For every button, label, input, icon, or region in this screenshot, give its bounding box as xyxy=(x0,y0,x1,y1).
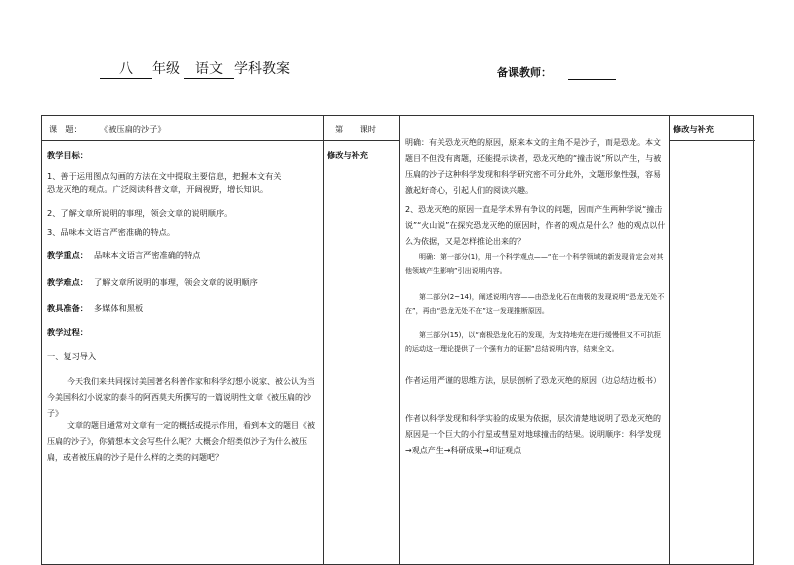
prep-label: 教具准备： xyxy=(47,303,88,313)
col-divider-3 xyxy=(669,116,670,564)
grade-suffix: 年级 xyxy=(152,61,180,77)
row-divider-right xyxy=(669,140,755,141)
goal-1b: 恐龙灭绝的观点。广泛阅读科普文章，开阔视野，增长知识。 xyxy=(47,184,269,194)
goal-2: 2、了解文章所说明的事理，领会文章的说明顺序。 xyxy=(47,208,233,218)
intro-paragraph-1: 今天我们来共同探讨美国著名科普作家和科学幻想小说家、被公认为当今美国科幻小说家的泰斗的阿西莫夫所撰写的一篇说明性文章《被压扁的沙子》 xyxy=(47,377,315,418)
intro-paragraph-2: 文章的题目通常对文章有一定的概括或提示作用，看到本文的题目《被压扁的沙子》，你猜想本文会写些什么呢？大概会介绍类似沙子为什么被压扁，或者被压扁的沙子是什么样的之类的问题吧？ xyxy=(47,421,315,462)
process-label: 教学过程： xyxy=(47,327,88,337)
analysis-paragraph: 作者运用严谨的思维方法，层层剖析了恐龙灭绝的原因（边总结边板书） xyxy=(405,376,661,385)
topic-label: 课 题： xyxy=(49,124,82,134)
goal-3: 3、品味本文语言严密准确的特点。 xyxy=(47,227,176,237)
supplement-label-top: 修改与补充 xyxy=(673,124,714,134)
goal-1a: 1、善于运用图点勾画的方法在文中提取主要信息，把握本文有关 xyxy=(47,171,282,181)
summary-paragraph: 作者以科学发现和科学实验的成果为依据，层次清楚地说明了恐龙灭绝的原因是一个巨大的小行星或彗星对地球撞击的结果。说明顺序：科学发现→观点产生→科研成果→印证观点 xyxy=(405,414,661,455)
teacher-blank xyxy=(568,67,616,80)
difficulty-label: 教学难点： xyxy=(47,277,88,287)
session-label: 第 课时 xyxy=(335,124,376,134)
subject-value: 语文 xyxy=(184,58,234,79)
topic-value: 《被压扁的沙子》 xyxy=(100,124,166,134)
goal-title: 教学目标： xyxy=(47,150,88,160)
section-review: 一、复习导入 xyxy=(47,351,97,361)
page-header xyxy=(100,58,740,82)
plan-title: 学科教案 xyxy=(234,61,290,77)
teacher-field xyxy=(497,64,616,80)
key-label: 教学重点： xyxy=(47,250,88,260)
question-2: 2、恐龙灭绝的原因一直是学术界有争议的问题，因而产生两种学说“撞击说”“火山说”在探究恐龙灭绝的原因时，作者的观点是什么？他的观点以什么为依据，又是怎样推论出来的？ xyxy=(405,205,666,246)
teacher-label: 备课教师： xyxy=(497,66,552,79)
supplement-label-mid: 修改与补充 xyxy=(327,150,368,160)
answer-part-3: 第三部分(15)，以“南极恐龙化石的发现，为支持地壳在进行缓慢但又不可抗拒的运动这一理论提供了一个强有力的证据”总结说明内容，结束全文。 xyxy=(405,331,661,353)
row-divider xyxy=(42,140,399,141)
prep-text: 多媒体和黑板 xyxy=(94,303,144,313)
answer-part-1: 明确：第一部分(1)，用一个科学观点——“在一个科学领域的新发现肯定会对其他领域产生影响”引出说明内容。 xyxy=(405,253,664,275)
col-divider-2 xyxy=(399,116,400,564)
lesson-table xyxy=(41,115,754,565)
grade-value: 八 xyxy=(100,58,152,79)
difficulty-text: 了解文章所说明的事理，领会文章的说明顺序 xyxy=(94,277,258,287)
answer-1: 明确：有关恐龙灭绝的原因，原来本文的主角不是沙子，而是恐龙。本文题目不但没有离题，还能提示读者，恐龙灭绝的“撞击说”所以产生，与被压扁的沙子这种科学发现和科学研究密不可分此外，文题形象性强，容易激起好奇心，引起人们的阅读兴趣。 xyxy=(405,138,662,195)
key-text: 品味本文语言严密准确的特点 xyxy=(94,250,201,260)
answer-part-2: 第二部分(2~14)，阐述说明内容——由恐龙化石在南极的发现说明“恐龙无处不在”，再由“恐龙无处不在”这一发现推断原因。 xyxy=(405,293,665,315)
col-divider-1 xyxy=(323,116,324,564)
